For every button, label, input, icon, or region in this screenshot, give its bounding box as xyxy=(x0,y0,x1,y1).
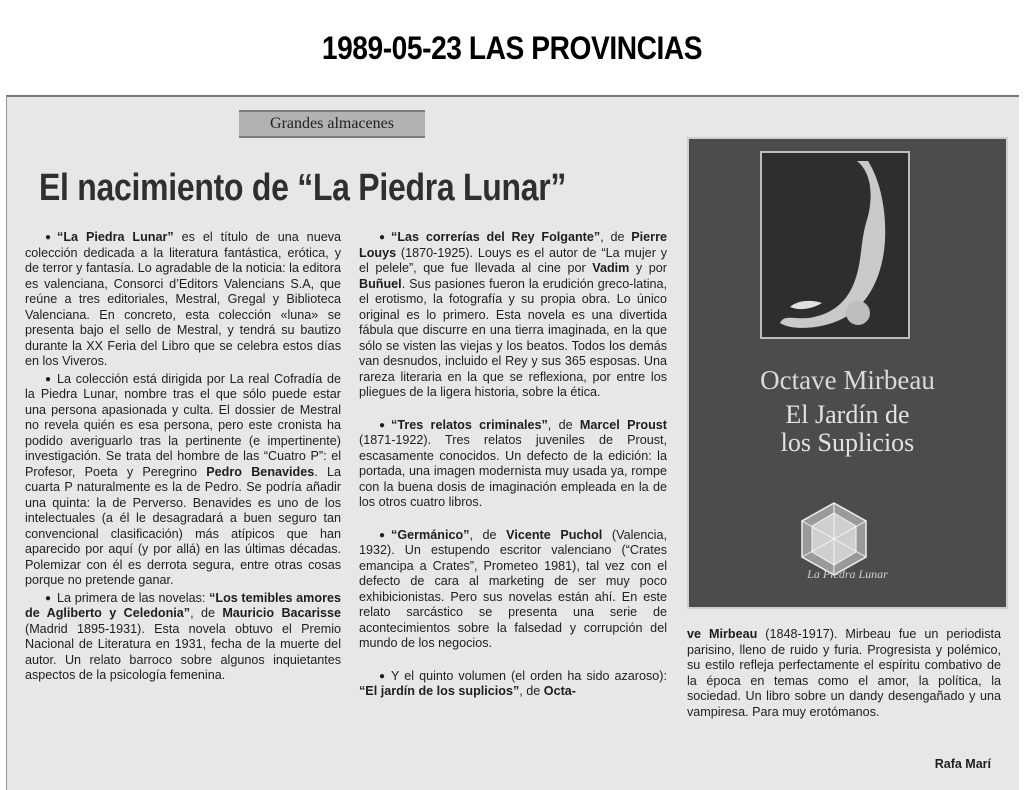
paragraph-text: . La cuarta P naturalmente es la de Pedro. Se podría añadir una quinta: la de Perverso. Benavides es uno de los intelectuales (a él le desagradará a buen seguro tan convencional clasificación) más atípicos que han aparecido por aquí (y por allá) en las últimas décadas. Polemizar con él es derrota segura, entre otras cosas porque no pretende ganar. xyxy=(25,464,341,587)
paragraph-text: Y el quinto volumen (el orden ha sido azaroso): xyxy=(391,668,667,683)
person-name: Vadim xyxy=(592,261,630,275)
paragraph-text: , de xyxy=(190,606,223,620)
article-column-3 xyxy=(687,627,1001,722)
book-title: “Tres relatos criminales” xyxy=(391,417,548,432)
bullet-icon: ● xyxy=(379,419,386,431)
author-name: Mauricio Bacarisse xyxy=(222,606,341,620)
bullet-icon: ● xyxy=(45,232,52,243)
author-name: Octa- xyxy=(543,684,576,698)
cover-title-line: los Suplicios xyxy=(780,428,915,457)
book-title: “La Piedra Lunar” xyxy=(57,230,174,244)
cover-title-line: El Jardín de xyxy=(785,400,910,429)
paragraph-text: , de xyxy=(519,684,544,698)
paragraph xyxy=(359,669,667,700)
paragraph-text: La primera de las novelas: xyxy=(57,590,210,605)
bullet-icon: ● xyxy=(379,232,386,243)
paragraph xyxy=(359,418,667,511)
paragraph-text: , de xyxy=(600,230,632,244)
paragraph-text: (Valencia, 1932). Un estupendo escritor valenciano (“Crates emancipa a Crates”, Prometeo 1981), tal vez con el defecto de cara al marketing de ser muy poco exhibicionistas. Pero sus novelas están ahí. En este relato sarcástico se presenta una serie de acontecimientos sobre la falsedad y corrupción del mundo de los negocios. xyxy=(359,527,667,650)
nude-figure-illustration xyxy=(762,153,908,337)
paragraph-text: (1871-1922). Tres relatos juveniles de Proust, escasamente conocidos. Un defecto de la edición: la portada, una imagen modernista muy usada ya, rompe con la buena dosis de imaginación empleada en la de los otros cuatro libros. xyxy=(359,433,667,509)
paragraph xyxy=(25,372,341,589)
book-cover-image xyxy=(687,137,1008,609)
paragraph xyxy=(359,528,667,652)
article-title: El nacimiento de “La Piedra Lunar” xyxy=(39,167,567,209)
person-name: Pedro Benavides xyxy=(206,464,315,479)
book-title: “Germánico” xyxy=(391,527,470,542)
cover-author: Octave Mirbeau xyxy=(760,365,935,395)
newspaper-clipping xyxy=(6,95,1019,790)
bullet-icon: ● xyxy=(45,592,52,604)
bullet-icon: ● xyxy=(379,529,386,541)
cover-title xyxy=(689,401,1006,457)
article-column-1 xyxy=(25,230,341,686)
author-name: Pierre Louys xyxy=(359,230,667,260)
author-name: Vicente Puchol xyxy=(506,527,603,542)
bullet-icon: ● xyxy=(379,670,386,682)
paragraph-text: . Sus pasiones fueron la erudición greco-latina, el erotismo, la fotografía y su propia obra. Lo único original es lo primero. Esta novela es una divertida fábula que discurre en una tierra imaginada, en la que sólo se visten las viejas y los beatos. Todos los demás van desnudos, incluido el Rey y sus 365 esposas. Una rareza literaria en la que se reflexiona, por entre los pliegues de la ligera historia, sobre la ética. xyxy=(359,276,667,399)
paragraph xyxy=(25,591,341,684)
paragraph xyxy=(687,627,1001,720)
person-name: Buñuel xyxy=(359,276,402,291)
paragraph-text: , de xyxy=(469,527,507,542)
author-name: ve Mirbeau xyxy=(687,627,758,641)
paragraph-text: (1848-1917). Mirbeau fue un periodista parisino, lleno de ruido y furia. Progresista y polémico, su estilo refleja perfectamente el espíritu combativo de la época en temas como el amor, la política, la sociedad. Un libro sobre un dandy desengañado y una vampiresa. Para muy erotómanos. xyxy=(687,627,1001,719)
author-signature: Rafa Marí xyxy=(934,757,991,771)
paragraph-text: (Madrid 1895-1931). Esta novela obtuvo el Premio Nacional de Literatura en 1931, fecha de la muerte del autor. Un relato barroco sobre algunos inquietantes aspectos de la psicología femenina. xyxy=(25,621,341,682)
paragraph xyxy=(359,230,667,401)
cover-imprint: La Piedra Lunar xyxy=(807,567,888,581)
paragraph xyxy=(25,230,341,370)
paragraph-text: (1870-1925). Louys es el autor de “La mujer y el pelele”, que fue llevada al cine por xyxy=(359,245,667,275)
book-title: “Los temibles amores de Agliberto y Celedonia” xyxy=(25,590,341,620)
book-title: “El jardín de los suplicios” xyxy=(359,684,520,698)
cover-photo xyxy=(760,151,910,339)
paragraph-text: es el título de una nueva colección dedicada a la literatura fantástica, erótica, y de terror y fantasía. Lo agradable de la noticia: la editora es valenciana, Consorci d’Editors Valencians S.A, que reúne a tres editoriales, Mestral, Gregal y Biblioteca Valenciana. En concreto, esta colección «luna» se presenta bajo el sello de Mestral, y tendrá su bautizo durante la XX Feria del Libro que se celebra estos días en los Viveros. xyxy=(25,230,341,368)
page-header-title: 1989-05-23 LAS PROVINCIAS xyxy=(321,30,703,66)
book-title: “Las correrías del Rey Folgante” xyxy=(391,230,601,244)
paragraph-text: La colección está dirigida por La real Cofradía de la Piedra Lunar, nombre tras el que sólo puede estar una persona apasionada y culta. El dossier de Mestral no revela quién es esa persona, pero este cronista ha podido averiguarlo tras la pertinente (e impertinente) investigación. Se trata del hombre de las “Cuatro P”: el Profesor, Poeta y Peregrino xyxy=(25,371,341,479)
author-name: Marcel Proust xyxy=(579,417,667,432)
article-column-2 xyxy=(359,230,667,702)
section-label: Grandes almacenes xyxy=(239,110,425,138)
paragraph-text: , de xyxy=(547,417,580,432)
bullet-icon: ● xyxy=(45,373,52,385)
paragraph-text: y por xyxy=(629,261,667,275)
